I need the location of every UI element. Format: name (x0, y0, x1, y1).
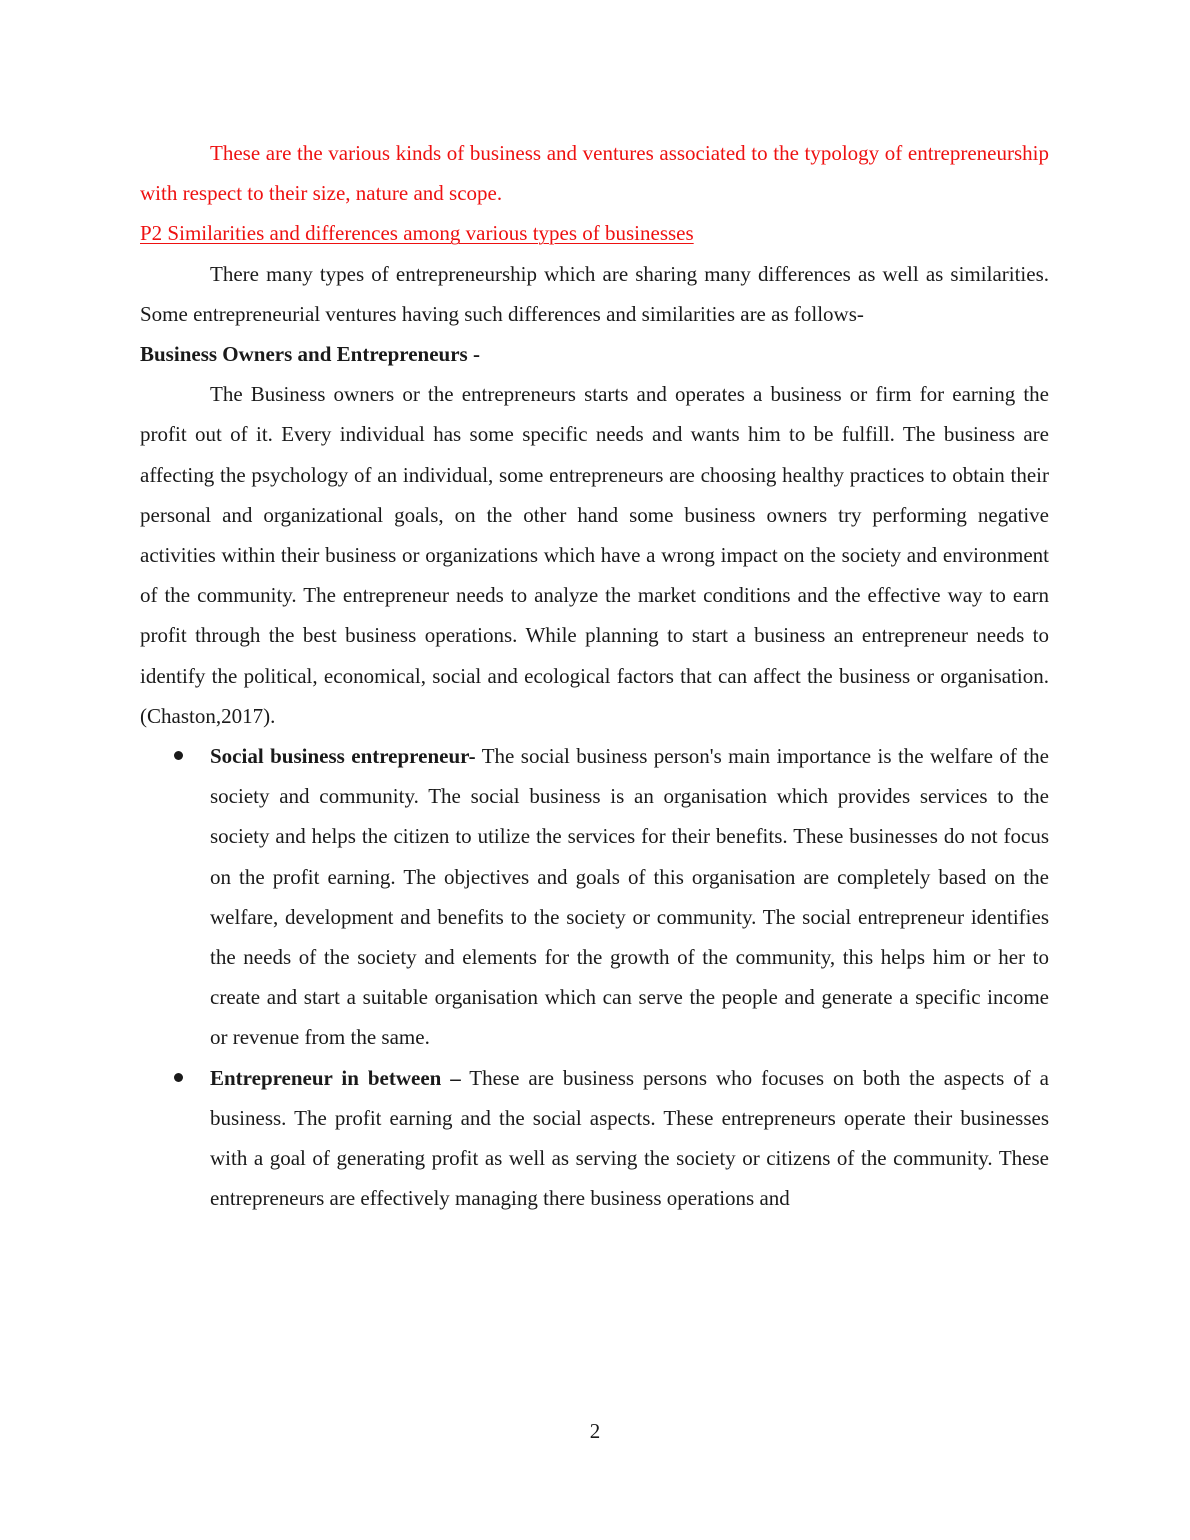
subheading-business-owners: Business Owners and Entrepreneurs - (140, 342, 480, 367)
section-heading (140, 213, 1049, 253)
list-item (210, 1058, 1049, 1219)
bullet-icon (174, 751, 183, 760)
intro-paragraph: These are the various kinds of business and ventures associated to the typology of entrepreneurship with respect to their size, nature and scope. (140, 141, 1049, 206)
bullet-list (140, 736, 1049, 1218)
bullet-term: Social business entrepreneur- (210, 744, 476, 769)
section-heading-text: P2 Similarities and differences among various types of businesses (140, 221, 694, 246)
document-page (140, 133, 1049, 1218)
bullet-term: Entrepreneur in between – (210, 1065, 461, 1090)
bullet-icon (174, 1073, 183, 1082)
page-number: 2 (589, 1419, 601, 1443)
section-intro-paragraph: There many types of entrepreneurship which are sharing many differences as well as similarities. Some entrepreneurial ventures having such differences and similarities are as follows- (140, 261, 1049, 326)
list-item (210, 736, 1049, 1058)
bullet-text: These are business persons who focuses on both the aspects of a business. The profit earning and the social aspects. These entrepreneurs operate their businesses with a goal of generating profit as well as serving the society or citizens of the community. These entrepreneurs are effectively managing there business operations and (210, 1065, 1049, 1211)
bullet-text: The social business person's main importance is the welfare of the society and community. The social business is an organisation which provides services to the society and helps the citizen to utilize the services for their benefits. These businesses do not focus on the profit earning. The objectives and goals of this organisation are completely based on the welfare, development and benefits to the society or community. The social entrepreneur identifies the needs of the society and elements for the growth of the community, this helps him or her to create and start a suitable organisation which can serve the people and generate a specific income or revenue from the same. (210, 744, 1049, 1050)
body-paragraph: The Business owners or the entrepreneurs starts and operates a business or firm for earning the profit out of it. Every individual has some specific needs and wants him to be fulfill. The business are affecting the psychology of an individual, some entrepreneurs are choosing healthy practices to obtain their personal and organizational goals, on the other hand some business owners try performing negative activities within their business or organizations which have a wrong impact on the society and environment of the community. The entrepreneur needs to analyze the market conditions and the effective way to earn profit through the best business operations. While planning to start a business an entrepreneur needs to identify the political, economical, social and ecological factors that can affect the business or organisation. (Chaston,2017). (140, 382, 1049, 728)
